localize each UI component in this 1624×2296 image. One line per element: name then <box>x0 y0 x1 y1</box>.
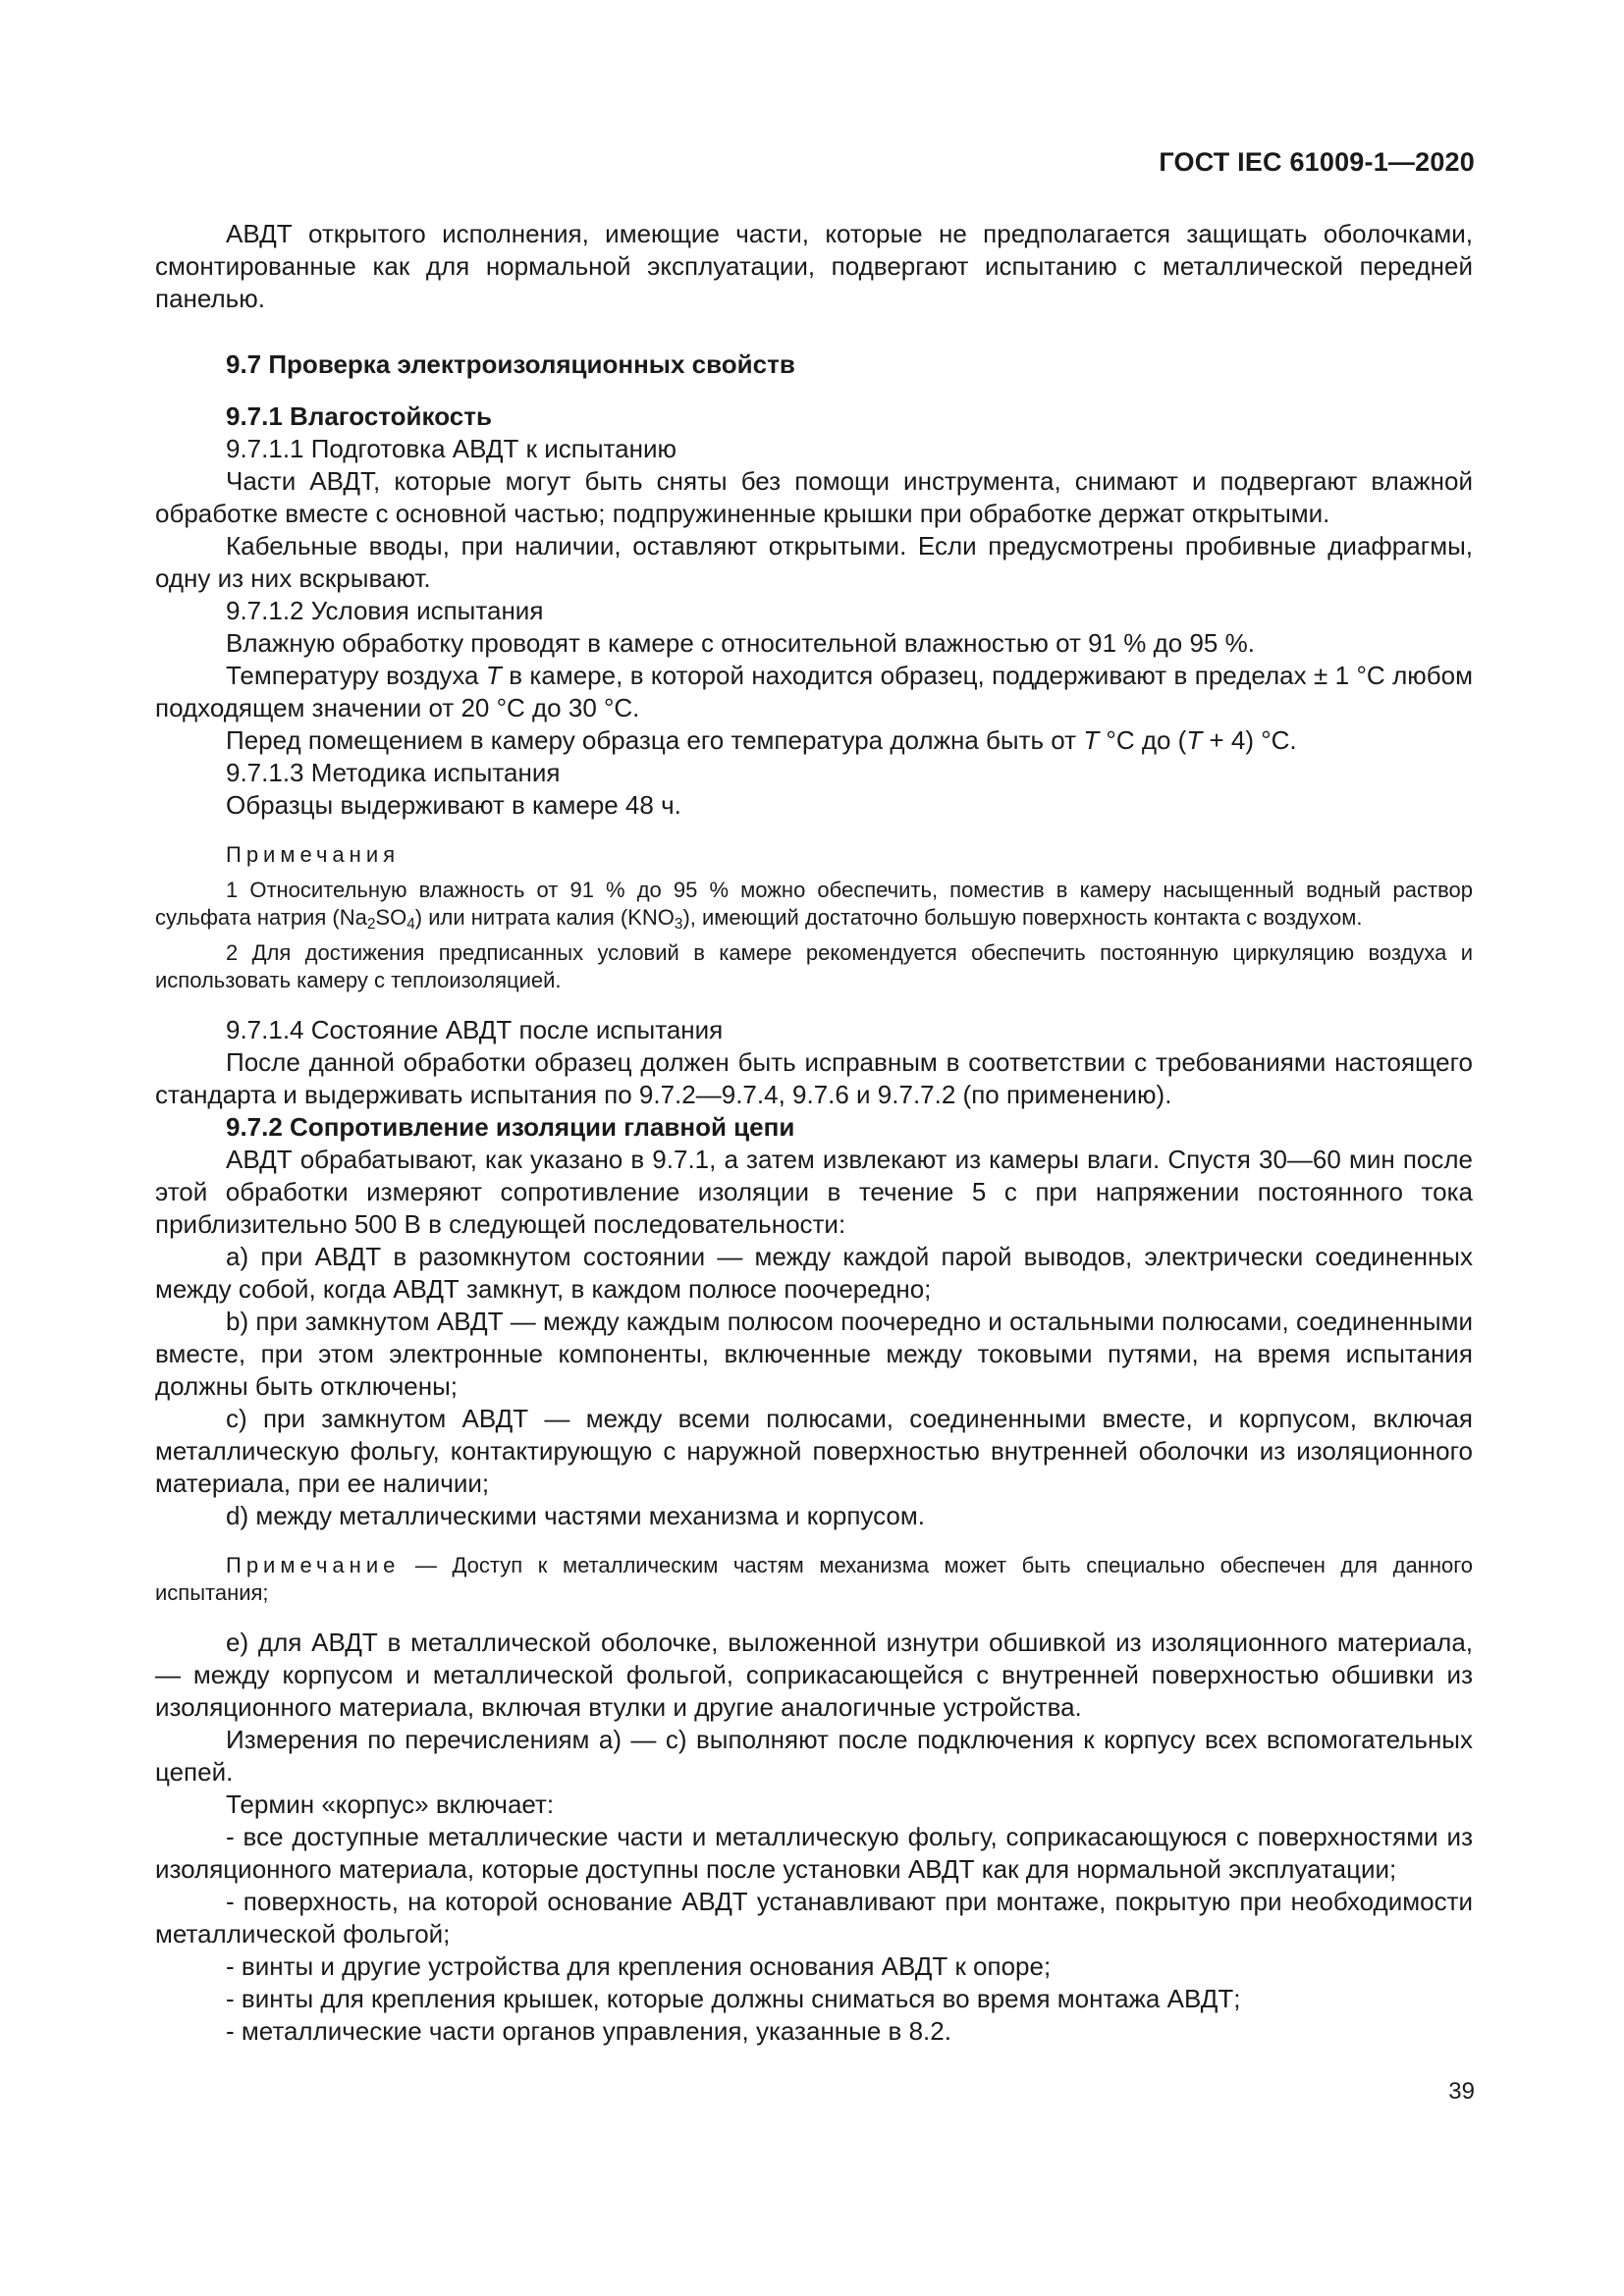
list-item-e: e) для АВДТ в металлической оболочке, выложенной изнутри обшивкой из изоляционного материала, — между корпусом и металлической фольгой, соприкасающейся с внутренней поверхностью обшивки из изоляционного материала, включая втулки и другие аналогичные устройства. <box>155 1628 1473 1722</box>
paragraph: АВДТ обрабатывают, как указано в 9.7.1, а затем извлекают из камеры влаги. Спустя 30—60 мин после этой обработки измеряют сопротивление изоляции в течение 5 с при напряжении постоянного тока приблизительно 500 В в следующей последовательности: <box>155 1145 1473 1239</box>
list-item-b: b) при замкнутом АВДТ — между каждым полюсом поочередно и остальными полюсами, соединенными вместе, при этом электронные компоненты, включенные между токовыми путями, на время испытания должны быть отключены; <box>155 1307 1473 1401</box>
symbol-t: T <box>485 661 502 690</box>
paragraph: Термин «корпус» включает: <box>226 1789 555 1819</box>
clause-heading-9-7-1-1: 9.7.1.1 Подготовка АВДТ к испытанию <box>226 434 677 463</box>
list-item-c: c) при замкнутом АВДТ — между всеми полюсами, соединенными вместе, и корпусом, включая металлическую фольгу, контактирующую с наружной поверхностью внутренней оболочки из изоляционного материала, при ее наличии; <box>155 1404 1473 1498</box>
subsection-heading-9-7-2: 9.7.2 Сопротивление изоляции главной цепи <box>226 1112 795 1142</box>
note-label: Примечание <box>226 1553 401 1577</box>
text-run: °С до ( <box>1099 725 1187 755</box>
dash-list-item: - винты и другие устройства для крепления основания АВДТ к опоре; <box>226 1951 1052 1981</box>
paragraph: После данной обработки образец должен быть исправным в соответствии с требованиями настоящего стандарта и выдерживать испытания по 9.7.2—9.7.4, 9.7.6 и 9.7.7.2 (по применению). <box>155 1047 1473 1109</box>
dash-list-item: - винты для крепления крышек, которые должны сниматься во время монтажа АВДТ; <box>226 1984 1241 2013</box>
text-run: — Доступ к металлическим частям механизма может быть специально обеспечен для данного испытания; <box>155 1553 1473 1605</box>
paragraph: Части АВДТ, которые могут быть сняты без помощи инструмента, снимают и подвергают влажной обработке вместе с основной частью; подпружиненные крышки при обработке держат открытыми. <box>155 466 1473 528</box>
text-run: ), имеющий достаточно большую поверхность контакта с воздухом. <box>682 905 1363 930</box>
note-1 <box>155 877 1473 932</box>
paragraph: Влажную обработку проводят в камере с относительной влажностью от 91 % до 95 %. <box>226 628 1255 658</box>
text-run: Перед помещением в камеру образца его температура должна быть от <box>226 725 1084 755</box>
clause-heading-9-7-1-2: 9.7.1.2 Условия испытания <box>226 596 544 625</box>
paragraph: Кабельные вводы, при наличии, оставляют открытыми. Если предусмотрены пробивные диафрагмы, одну из них вскрывают. <box>155 531 1473 593</box>
text-run: SO <box>375 905 407 930</box>
subscript: 2 <box>366 916 376 933</box>
notes-label: Примечания <box>226 842 401 867</box>
list-item-d: d) между металлическими частями механизма и корпусом. <box>226 1501 925 1530</box>
dash-list-item: - поверхность, на которой основание АВДТ устанавливают при монтаже, покрытую при необходимости металлической фольгой; <box>155 1887 1473 1949</box>
paragraph <box>155 724 1473 757</box>
text-run: ) или нитрата калия (KNO <box>414 905 675 930</box>
subscript: 4 <box>406 916 415 933</box>
text-run: в камере, в которой находится образец, поддерживают в пределах ± 1 °С любом подходящем значении от 20 °С до 30 °С. <box>155 661 1473 722</box>
note-2: 2 Для достижения предписанных условий в камере рекомендуется обеспечить постоянную циркуляцию воздуха и использовать камеру с теплоизоляцией. <box>155 940 1473 992</box>
paragraph: Образцы выдерживают в камере 48 ч. <box>226 790 681 820</box>
section-heading-9-7: 9.7 Проверка электроизоляционных свойств <box>226 349 795 379</box>
subscript: 3 <box>674 916 683 933</box>
dash-list-item: - металлические части органов управления, указанные в 8.2. <box>226 2016 951 2046</box>
dash-list-item: - все доступные металлические части и металлическую фольгу, соприкасающуюся с поверхностями из изоляционного материала, которые доступны после установки АВДТ как для нормальной эксплуатации; <box>155 1822 1473 1884</box>
text-run: 1 Относительную влажность от 91 % до 95 % можно обеспечить, поместив в камеру насыщенный водный раствор сульфата натрия (Na <box>155 878 1473 930</box>
text-run: + 4) °С. <box>1202 725 1297 755</box>
paragraph: Измерения по перечислениям a) — c) выполняют после подключения к корпусу всех вспомогательных цепей. <box>155 1725 1473 1787</box>
list-item-a: a) при АВДТ в разомкнутом состоянии — между каждой парой выводов, электрически соединенных между собой, когда АВДТ замкнут, в каждом полюсе поочередно; <box>155 1242 1473 1304</box>
paragraph: АВДТ открытого исполнения, имеющие части, которые не предполагается защищать оболочками, смонтированные как для нормальной эксплуатации, подвергают испытанию с металлической передней панелью. <box>155 219 1473 313</box>
document-header: ГОСТ IEC 61009-1—2020 <box>1159 147 1475 177</box>
clause-heading-9-7-1-3: 9.7.1.3 Методика испытания <box>226 758 561 787</box>
text-run: Температуру воздуха <box>226 661 486 690</box>
symbol-t: T <box>1186 725 1203 755</box>
subsection-heading-9-7-1: 9.7.1 Влагостойкость <box>226 401 492 431</box>
note-3 <box>155 1552 1473 1607</box>
page-number: 39 <box>1448 2078 1475 2105</box>
symbol-t: T <box>1083 725 1100 755</box>
paragraph <box>155 660 1473 724</box>
clause-heading-9-7-1-4: 9.7.1.4 Состояние АВДТ после испытания <box>226 1015 724 1044</box>
document-body <box>155 218 1473 2048</box>
